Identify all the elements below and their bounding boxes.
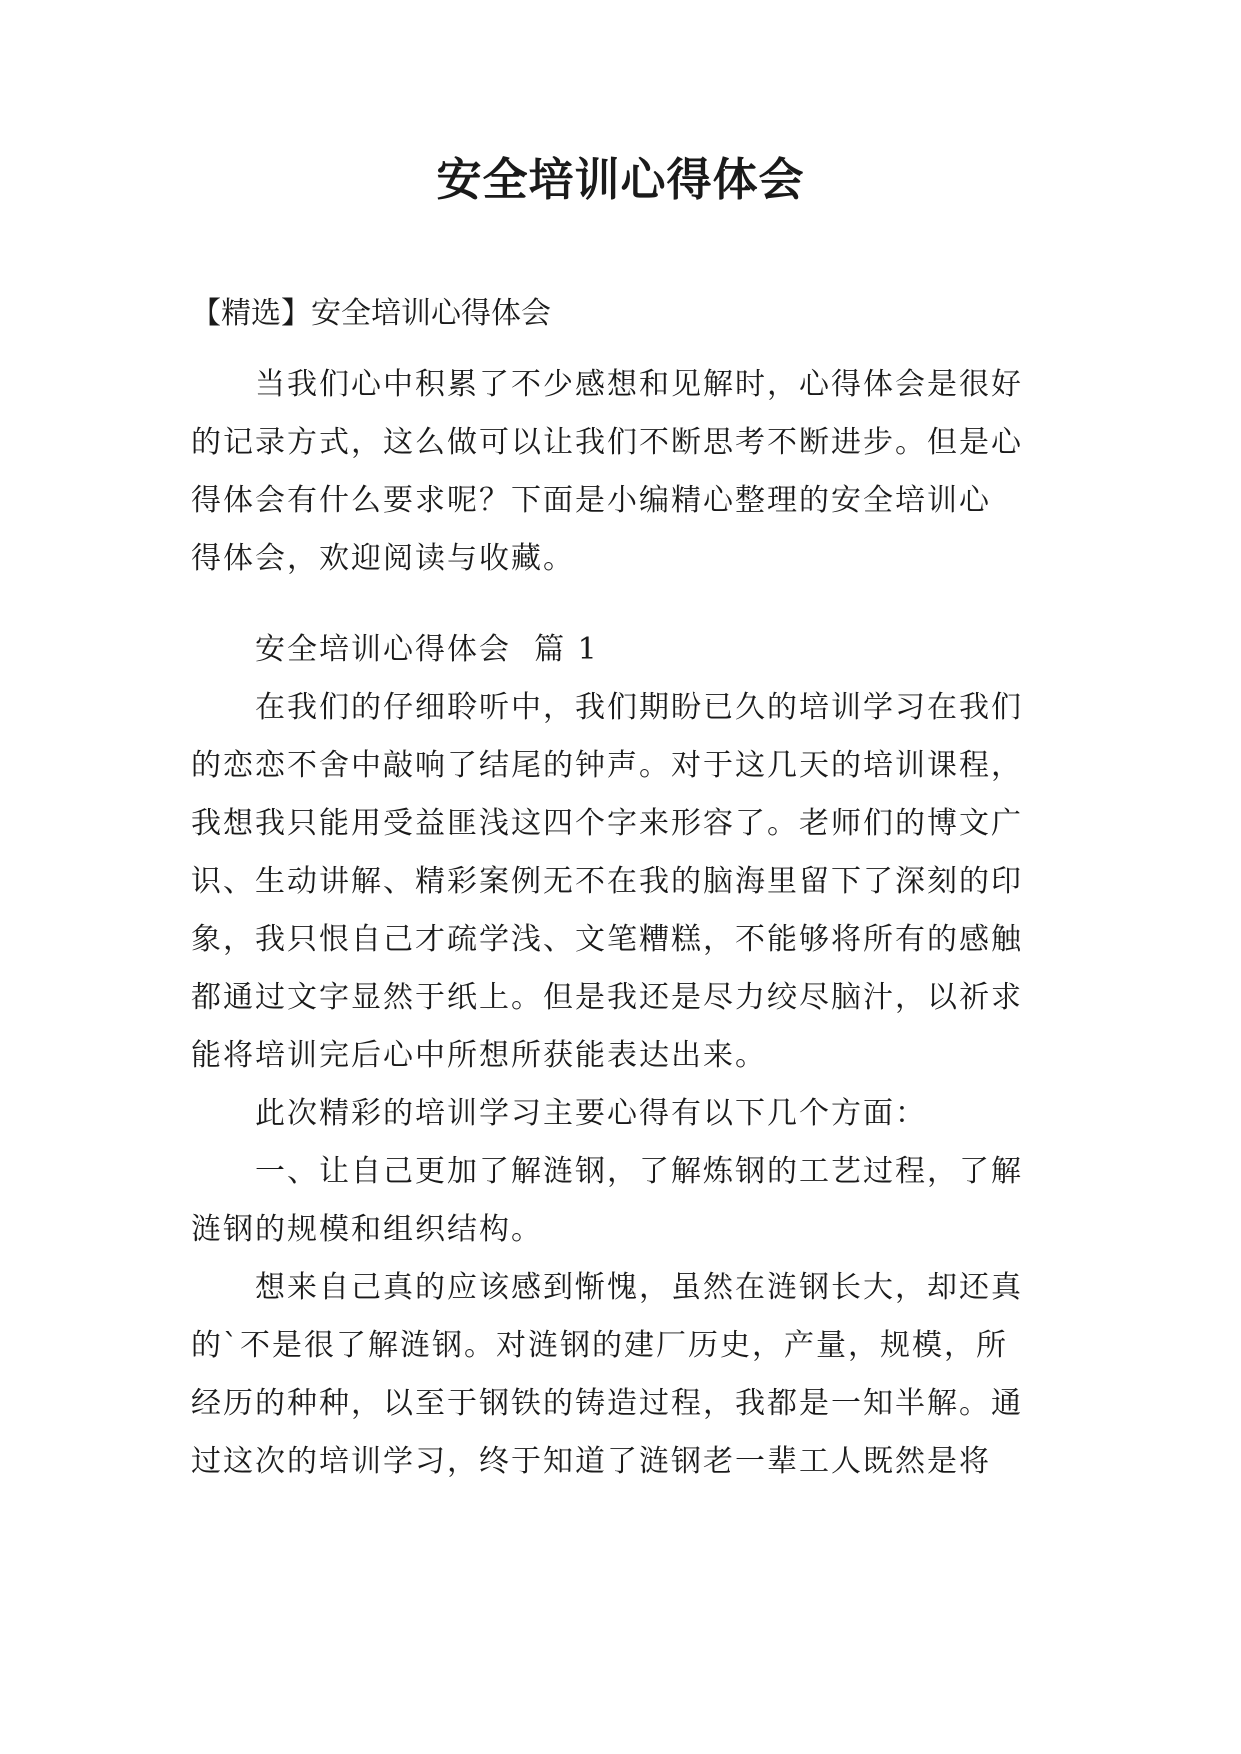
body-line: 识、生动讲解、精彩案例无不在我的脑海里留下了深刻的印 xyxy=(191,864,1023,899)
body-line: 能将培训完后心中所想所获能表达出来。 xyxy=(191,1038,767,1073)
body-line: 涟钢的规模和组织结构。 xyxy=(191,1212,543,1247)
intro-paragraph xyxy=(191,356,1053,588)
body-line: 的`不是很了解涟钢。对涟钢的建厂历史，产量，规模，所 xyxy=(191,1328,1008,1363)
document-subtitle: 【精选】安全培训心得体会 xyxy=(191,296,551,331)
intro-line: 得体会，欢迎阅读与收藏。 xyxy=(191,541,575,576)
body-line: 经历的种种，以至于钢铁的铸造过程，我都是一知半解。通 xyxy=(191,1386,1023,1421)
section-heading: 安全培训心得体会 篇 1 xyxy=(255,632,599,667)
document-title: 安全培训心得体会 xyxy=(436,153,805,206)
body-line: 过这次的培训学习，终于知道了涟钢老一辈工人既然是将 xyxy=(191,1444,991,1479)
intro-line: 得体会有什么要求呢？下面是小编精心整理的安全培训心 xyxy=(191,483,991,518)
intro-line: 当我们心中积累了不少感想和见解时，心得体会是很好 xyxy=(255,367,1023,402)
body-line: 的恋恋不舍中敲响了结尾的钟声。对于这几天的培训课程， xyxy=(191,748,1023,783)
body-line: 想来自己真的应该感到惭愧，虽然在涟钢长大，却还真 xyxy=(255,1270,1023,1305)
section-one xyxy=(191,621,1053,1491)
body-line: 一、让自己更加了解涟钢，了解炼钢的工艺过程，了解 xyxy=(255,1154,1023,1189)
body-line: 都通过文字显然于纸上。但是我还是尽力绞尽脑汁，以祈求 xyxy=(191,980,1023,1015)
body-line: 此次精彩的培训学习主要心得有以下几个方面： xyxy=(255,1096,927,1131)
body-line: 在我们的仔细聆听中，我们期盼已久的培训学习在我们 xyxy=(255,690,1023,725)
body-line: 我想我只能用受益匪浅这四个字来形容了。老师们的博文广 xyxy=(191,806,1023,841)
body-line: 象，我只恨自己才疏学浅、文笔糟糕，不能够将所有的感触 xyxy=(191,922,1023,957)
intro-line: 的记录方式，这么做可以让我们不断思考不断进步。但是心 xyxy=(191,425,1023,460)
